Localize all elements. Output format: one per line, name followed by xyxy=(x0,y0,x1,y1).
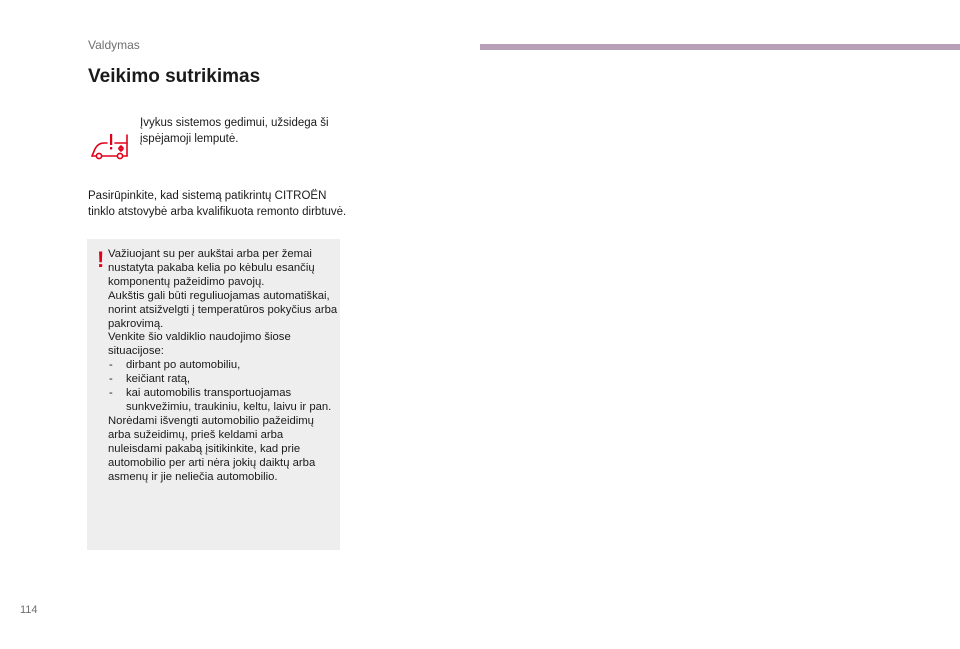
warning-lamp-description: Įvykus sistemos gedimui, užsidega ši įspėjamoji lemputė. xyxy=(140,117,329,145)
warning-paragraph: Važiuojant su per aukštai arba per žemai nustatyta pakaba kelia po kėbulu esančių komponentų pažeidimo pavojų. xyxy=(108,248,315,288)
situation-list xyxy=(108,359,338,415)
exclamation-warning-icon: ! xyxy=(97,247,105,272)
warning-box xyxy=(87,239,340,550)
warning-content xyxy=(108,248,338,484)
page-number: 114 xyxy=(20,604,38,616)
suspension-fault-warning-icon xyxy=(89,129,133,163)
list-item: - kai automobilis transportuojamas sunkvežimiu, traukiniu, keltu, laivu ir pan. xyxy=(108,387,338,415)
list-item: - keičiant ratą, xyxy=(108,373,338,387)
warning-paragraph: Venkite šio valdiklio naudojimo šiose situacijose: xyxy=(108,331,291,358)
list-item: - dirbant po automobiliu, xyxy=(108,359,338,373)
section-label: Valdymas xyxy=(88,38,140,52)
page-title: Veikimo sutrikimas xyxy=(88,66,261,87)
warning-paragraph: Aukštis gali būti reguliuojamas automatiškai, norint atsižvelgti į temperatūros pokyčius arba pakrovimą. xyxy=(108,289,338,330)
warning-paragraph: Norėdami išvengti automobilio pažeidimų arba sužeidimų, prieš keldami arba nuleisdami pakabą įsitikinkite, kad prie automobilio per arti nėra jokių daiktų arba asmenų ir jie neliečia automobilio. xyxy=(108,414,316,483)
header-accent-bar xyxy=(480,44,960,50)
intro-paragraph: Pasirūpinkite, kad sistemą patikrintų CITROËN tinklo atstovybė arba kvalifikuota remonto dirbtuvė. xyxy=(88,190,347,218)
